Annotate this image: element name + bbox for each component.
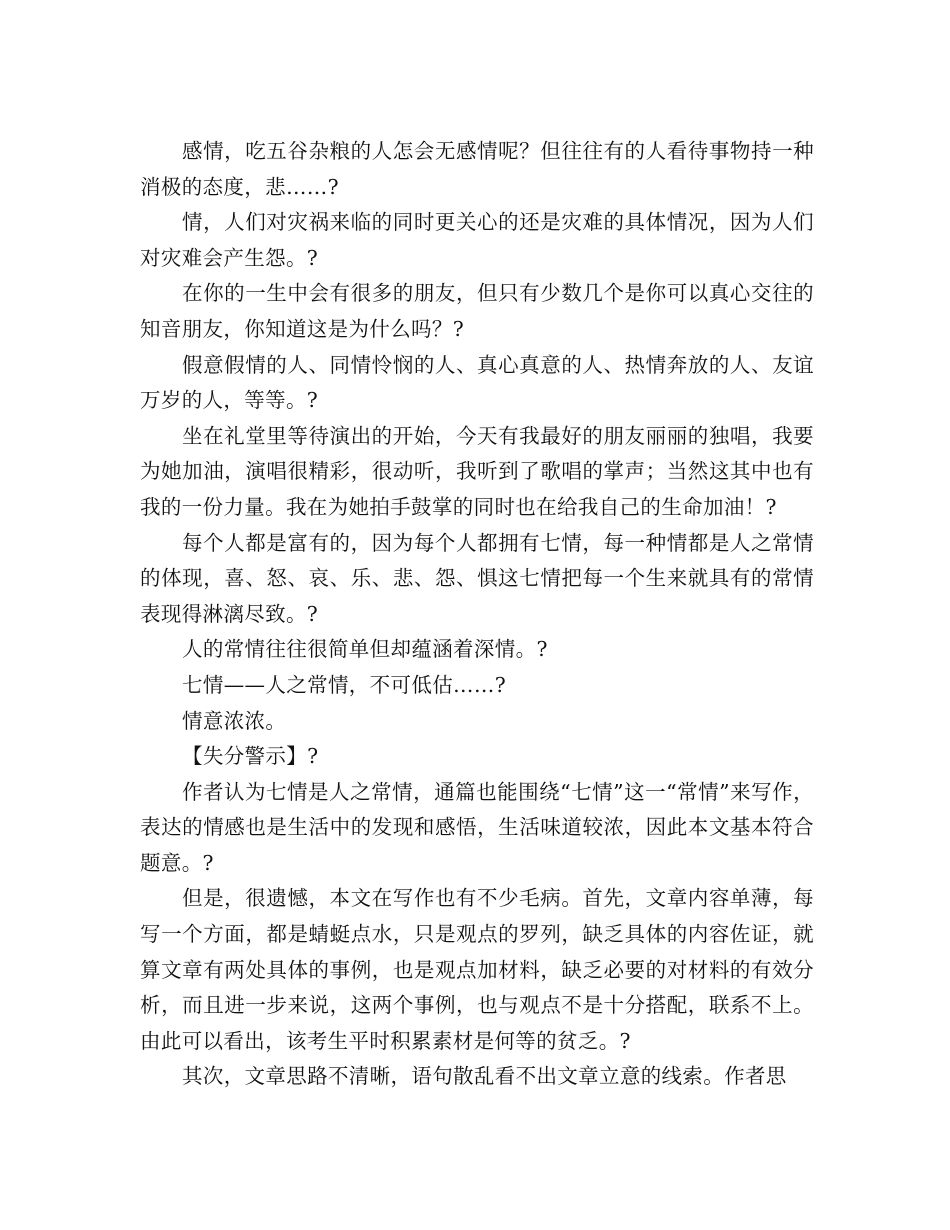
section-heading-score-warning: 【失分警示】?: [182, 744, 319, 769]
paragraph-1: 感情，吃五谷杂粮的人怎会无感情呢？但往往有的人看待事物持一种消极的态度，悲……?: [140, 139, 814, 199]
paragraph-13: 其次，文章思路不清晰，语句散乱看不出文章立意的线索。作者思: [182, 1064, 787, 1089]
document-body: [140, 134, 814, 1095]
paragraph-9: 情意浓浓。: [182, 708, 287, 733]
paragraph-12: 但是，很遗憾，本文在写作也有不少毛病。首先，文章内容单薄，每写一个方面，都是蜻蜓点水，只是观点的罗列，缺乏具体的内容佐证，就算文章有两处具体的事例，也是观点加材料，缺乏必要的对材料的有效分析，而且进一步来说，这两个事例，也与观点不是十分搭配，联系不上。由此可以看出，该考生平时积累素材是何等的贫乏。?: [140, 886, 814, 1053]
paragraph-6: 每个人都是富有的，因为每个人都拥有七情，每一种情都是人之常情的体现，喜、怒、哀、乐、悲、怨、惧这七情把每一个生来就具有的常情表现得淋漓尽致。?: [140, 530, 814, 626]
paragraph-5: 坐在礼堂里等待演出的开始，今天有我最好的朋友丽丽的独唱，我要为她加油，演唱很精彩，很动听，我听到了歌唱的掌声；当然这其中也有我的一份力量。我在为她拍手鼓掌的同时也在给我自己的生命加油！?: [140, 423, 814, 519]
paragraph-2: 情，人们对灾祸来临的同时更关心的还是灾难的具体情况，因为人们对灾难会产生怨。?: [140, 210, 814, 270]
paragraph-11: 作者认为七情是人之常情，通篇也能围绕“七情”这一“常情”来写作，表达的情感也是生活中的发现和感悟，生活味道较浓，因此本文基本符合题意。?: [140, 779, 814, 875]
paragraph-3: 在你的一生中会有很多的朋友，但只有少数几个是你可以真心交往的知音朋友，你知道这是为什么吗？?: [140, 281, 814, 341]
paragraph-4: 假意假情的人、同情怜悯的人、真心真意的人、热情奔放的人、友谊万岁的人，等等。?: [140, 352, 814, 413]
paragraph-8: 七情——人之常情，不可低估……?: [182, 672, 507, 697]
paragraph-7: 人的常情往往很简单但却蕴涵着深情。?: [182, 637, 548, 662]
